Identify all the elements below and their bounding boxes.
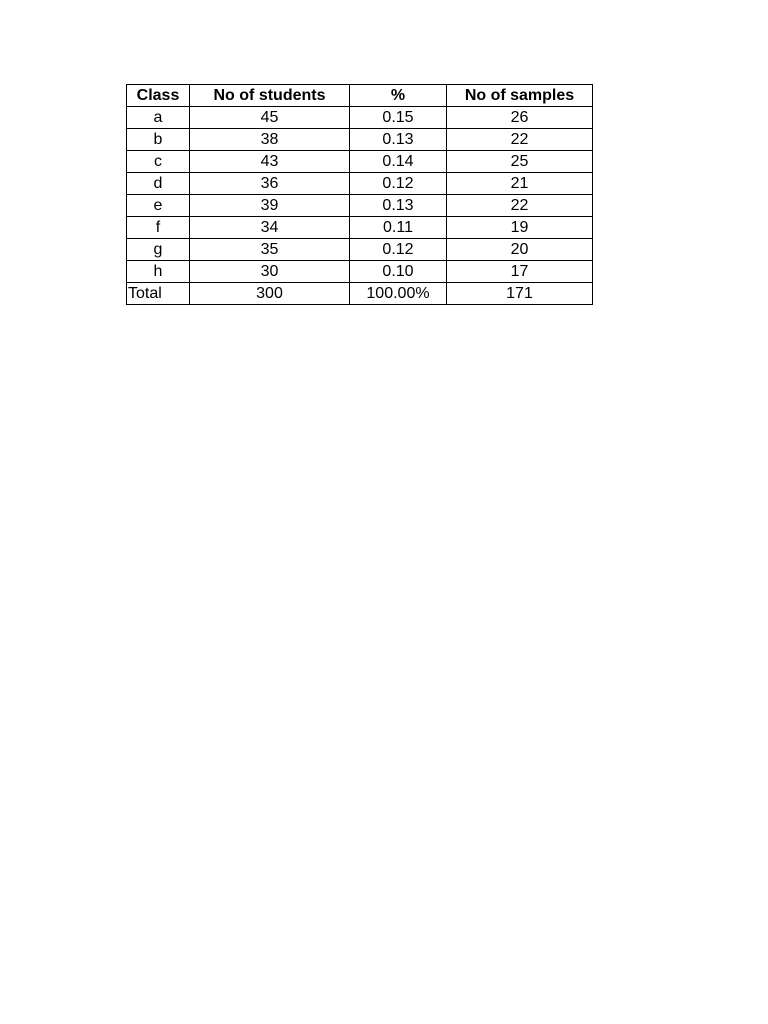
cell-class: b [127, 129, 190, 151]
cell-class: a [127, 107, 190, 129]
table-row [127, 151, 593, 173]
cell-students: 39 [190, 195, 350, 217]
cell-samples: 22 [447, 129, 593, 151]
cell-class: h [127, 261, 190, 283]
header-class: Class [127, 85, 190, 107]
table-row [127, 261, 593, 283]
cell-samples: 20 [447, 239, 593, 261]
cell-samples: 25 [447, 151, 593, 173]
total-percent: 100.00% [350, 283, 447, 305]
cell-students: 38 [190, 129, 350, 151]
total-samples: 171 [447, 283, 593, 305]
cell-percent: 0.14 [350, 151, 447, 173]
table-row [127, 239, 593, 261]
cell-students: 36 [190, 173, 350, 195]
table-row [127, 217, 593, 239]
cell-class: g [127, 239, 190, 261]
table-row [127, 129, 593, 151]
cell-students: 43 [190, 151, 350, 173]
table-row [127, 195, 593, 217]
cell-students: 35 [190, 239, 350, 261]
cell-samples: 17 [447, 261, 593, 283]
cell-percent: 0.11 [350, 217, 447, 239]
cell-percent: 0.15 [350, 107, 447, 129]
cell-samples: 21 [447, 173, 593, 195]
cell-samples: 26 [447, 107, 593, 129]
cell-percent: 0.13 [350, 129, 447, 151]
cell-students: 45 [190, 107, 350, 129]
cell-students: 30 [190, 261, 350, 283]
cell-class: c [127, 151, 190, 173]
total-label: Total [127, 283, 190, 305]
table-total-row [127, 283, 593, 305]
cell-percent: 0.12 [350, 173, 447, 195]
table-header-row [127, 85, 593, 107]
cell-percent: 0.12 [350, 239, 447, 261]
header-no-of-samples: No of samples [447, 85, 593, 107]
cell-samples: 19 [447, 217, 593, 239]
table-row [127, 173, 593, 195]
header-no-of-students: No of students [190, 85, 350, 107]
cell-class: f [127, 217, 190, 239]
cell-percent: 0.10 [350, 261, 447, 283]
cell-class: e [127, 195, 190, 217]
cell-samples: 22 [447, 195, 593, 217]
table-row [127, 107, 593, 129]
header-percent: % [350, 85, 447, 107]
cell-students: 34 [190, 217, 350, 239]
cell-class: d [127, 173, 190, 195]
total-students: 300 [190, 283, 350, 305]
students-samples-table [126, 84, 593, 305]
cell-percent: 0.13 [350, 195, 447, 217]
